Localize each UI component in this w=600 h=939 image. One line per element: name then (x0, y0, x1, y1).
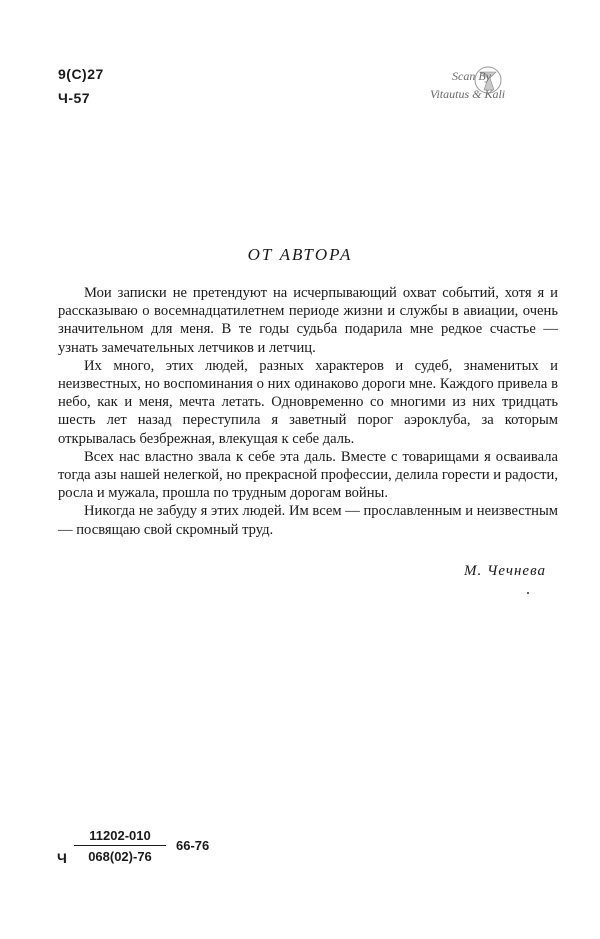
imprint-fraction (74, 828, 166, 864)
classification-index: 9(С)27 (58, 66, 104, 82)
print-speck (527, 592, 529, 594)
paragraph-3: Всех нас властно звала к себе эта даль. Вместе с товарищами я осваивала тогда азы нашей нелегкой, но прекрасной профессии, делила горести и радости, росла и мужала, прошла по трудным дорогам войны. (58, 448, 558, 502)
author-signature: М. Чечнева (464, 563, 546, 579)
scan-watermark-logo (428, 62, 538, 106)
paragraph-1: Мои записки не претендуют на исчерпывающий охват событий, хотя я и рассказываю о восемнадцатилетнем периоде жизни и службы в авиации, очень значительном для меня. В те годы судьба подарила мне редкое счастье — узнать замечательных летчиков и летчиц. (58, 285, 558, 356)
preface-text (58, 284, 558, 539)
author-mark: Ч-57 (58, 90, 91, 106)
paragraph-2: Их много, этих людей, разных характеров и судеб, знаменитых и неизвестных, но воспоминания о них одинаково дороги мне. Каждого привела в небо, как и меня, мечта летать. Одновременно со многими из них тридцать шесть лет назад переступила я заветный порог аэроклуба, за которым открывалась безбрежная, влекущая к себе даль. (58, 357, 558, 447)
section-title: ОТ АВТОРА (247, 245, 353, 264)
svg-text:Vitautus & Kali: Vitautus & Kali (430, 87, 506, 101)
imprint-denominator: 068(02)-76 (88, 849, 152, 864)
svg-text:Scan By: Scan By (452, 69, 491, 83)
paragraph-4: Никогда не забуду я этих людей. Им всем — прославленным и неизвестным — посвящаю свой скромный труд. (58, 503, 558, 538)
imprint-code: 66-76 (176, 838, 210, 853)
imprint-numerator: 11202-010 (74, 828, 166, 846)
imprint-letter: Ч (57, 850, 67, 866)
